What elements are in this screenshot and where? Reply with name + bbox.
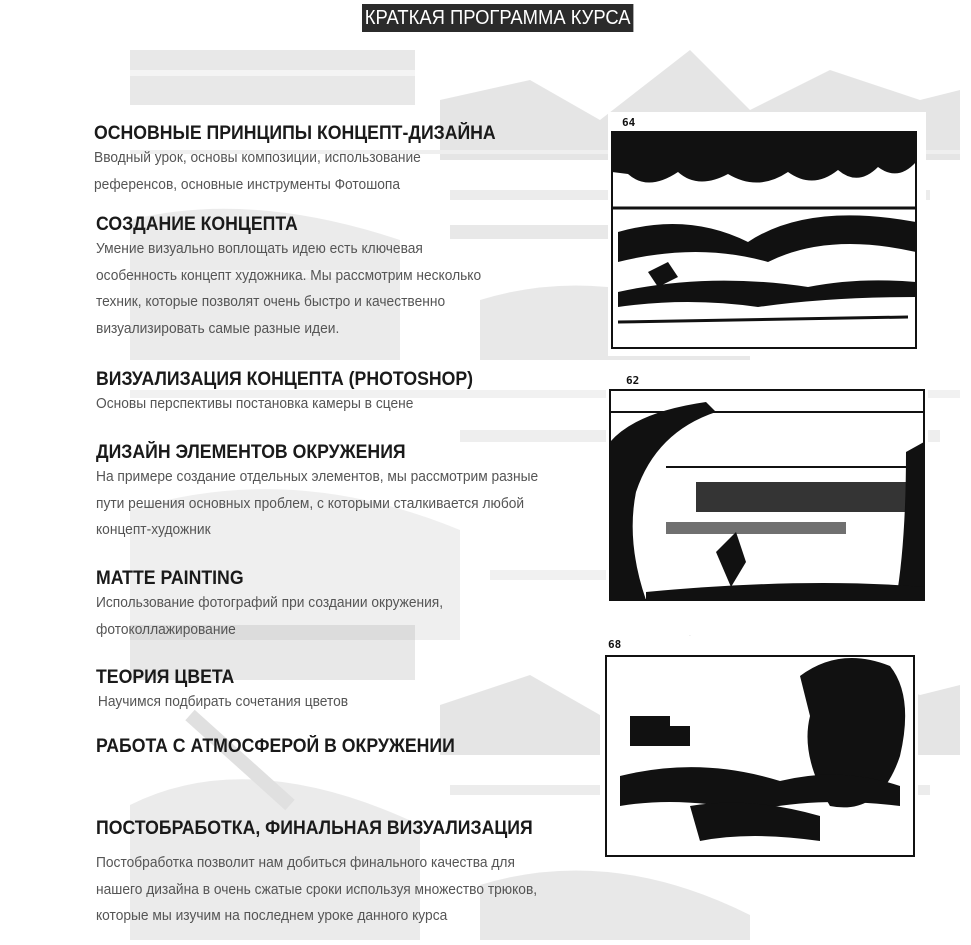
sketch-number: 62 [626, 374, 640, 387]
sketch-number: 68 [608, 638, 622, 651]
page-title: КРАТКАЯ ПРОГРАММА КУРСА [362, 4, 633, 32]
lesson-description: Постобработка позволит нам добиться финального качества для нашего дизайна в очень сжатые сроки используя множество трюков, которые мы изучим на последнем уроке данного курса [96, 855, 538, 924]
lesson-description: Умение визуально воплощать идею есть ключевая особенность концепт художника. Мы рассмотрим несколько техник, которые позволят очень быстро и качественно визуализировать самые разные идеи. [96, 241, 482, 337]
lesson-description: Научимся подбирать сочетания цветов [97, 694, 349, 710]
lesson-item [96, 442, 596, 544]
lesson-item [94, 123, 594, 198]
lesson-item [96, 568, 596, 643]
lesson-item [96, 214, 596, 342]
lesson-description: Использование фотографий при создании окружения, фотоколлажирование [96, 595, 444, 638]
lesson-description: Вводный урок, основы композиции, использование референсов, основные инструменты Фотошопа [94, 150, 421, 193]
sketch-number: 64 [622, 116, 636, 129]
lesson-description: На примере создание отдельных элементов, мы рассмотрим разные пути решения основных проблем, с которыми сталкивается любой концепт-художник [96, 469, 539, 538]
lesson-title: СОЗДАНИЕ КОНЦЕПТА [96, 214, 298, 235]
lesson-title: ВИЗУАЛИЗАЦИЯ КОНЦЕПТА (PHOTOSHOP) [96, 369, 474, 390]
lesson-description: Основы перспективы постановка камеры в сцене [96, 396, 414, 412]
lesson-item [96, 667, 596, 716]
lesson-item [96, 736, 596, 758]
lesson-title: ТЕОРИЯ ЦВЕТА [96, 667, 235, 688]
lesson-title: ДИЗАЙН ЭЛЕМЕНТОВ ОКРУЖЕНИЯ [96, 442, 406, 463]
lesson-item [96, 818, 596, 930]
lesson-title: ПОСТОБРАБОТКА, ФИНАЛЬНАЯ ВИЗУАЛИЗАЦИЯ [96, 818, 533, 839]
lesson-title: ОСНОВНЫЕ ПРИНЦИПЫ КОНЦЕПТ-ДИЗАЙНА [94, 123, 496, 144]
ink-landscape-sketch-icon [608, 112, 926, 356]
lesson-title: РАБОТА С АТМОСФЕРОЙ В ОКРУЖЕНИИ [96, 736, 455, 757]
ink-rocks-sketch-icon [600, 636, 918, 864]
lesson-item [96, 369, 596, 418]
lesson-title: MATTE PAINTING [96, 568, 244, 589]
ink-valley-sketch-icon [606, 372, 928, 606]
